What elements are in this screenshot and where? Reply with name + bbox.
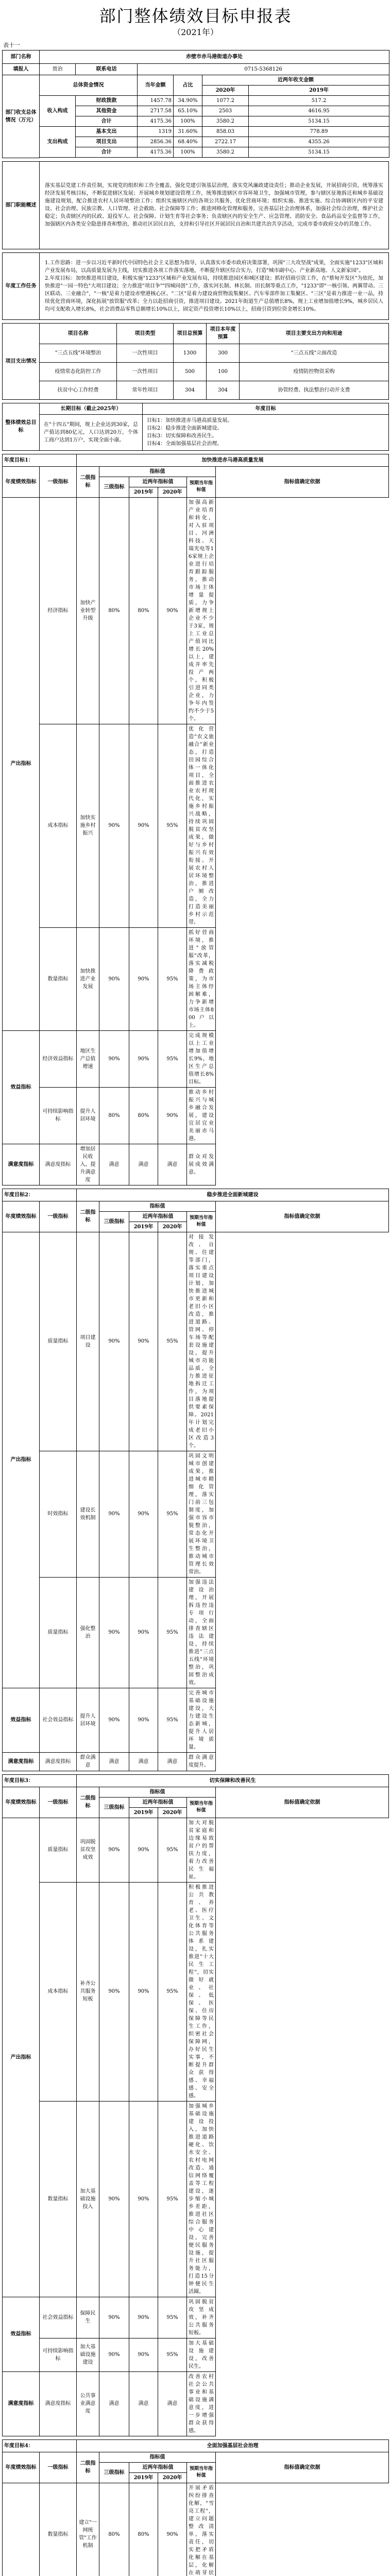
project-year: 100	[207, 362, 240, 381]
table-row	[3, 497, 389, 724]
table-row	[3, 2483, 389, 2576]
indicator-level3: 加快实施乡村振兴	[77, 724, 99, 927]
projects-h-use: 项目主要支出方向和用途	[240, 323, 389, 344]
indicator-level2: 质量指标	[40, 1232, 77, 1451]
doc-title: 部门整体绩效目标申报表	[0, 0, 391, 27]
funds-h-2020: 2020年	[202, 86, 249, 96]
income-2020: 1077.2	[202, 96, 249, 106]
value-2020: 90%	[129, 2297, 158, 2338]
goal-table	[2, 1189, 389, 1771]
goal-name: 全面加强基层社会治理	[77, 2439, 389, 2452]
income-cur: 4175.36	[138, 116, 174, 127]
goal-h-l2: 二级指标	[77, 1201, 99, 1232]
table-row	[3, 1232, 389, 1451]
value-2019: 满意	[99, 2371, 129, 2436]
indicator-level2: 经济效益指标	[40, 1030, 77, 1087]
expend-label: 支出构成	[40, 127, 76, 158]
project-type: 一次性项目	[117, 362, 174, 381]
project-total: 1300	[174, 344, 207, 362]
duty-text: 落实基层党建工作责任制，实现党的组织和工作全覆盖，强化党建引领基层治理，落实党风廉政建设责任；推动企业发展，开展招商引资，统筹落实经济发展考核目标，不断促进辖区发展；开展城乡规划建设管理工作，统筹推进辖区市容环境卫生，加强城市管理，参与辖区征地拆迁和城乡基础设施建设规划，配合推进农村人居环境整治工作；组织实施辖区内的各项公共服务，优化营商环境；组织实施、推进实施、综合协调辖区内的平安建设、社会治理、民族宗教、人口管理、社会救助、社会保障等工作；推进网格化管理和服务，完善基层社会治理体系，加强社会综合治理，维护社会稳定；负责辖区内的民政、退役军人、社会保障、计划生育等社会事务；负责辖区内的安全生产、应急管理、消防安全、食品药品安全监督等工作，加强辖区内各类安全隐患排查和整治，推动社区居民自治，支持和引导社区开展居民自治和共建共治共享活动，完成市委市政府交办的其他工作。	[40, 161, 389, 249]
value-current: 95%	[158, 1451, 187, 1577]
value-current: 95%	[158, 1577, 187, 1688]
dept-label: 部门名称	[3, 50, 40, 64]
indicator-level1: 产出指标	[3, 1818, 40, 2297]
value-2019: 90%	[99, 1818, 129, 1882]
projects-h-type: 项目类型	[117, 323, 174, 344]
expend-pct: 100%	[174, 147, 202, 158]
goal-h-indval: 指标值	[99, 1787, 216, 1797]
project-type: 一次性项目	[117, 344, 174, 362]
goal-side-label: 年度绩效指标	[3, 466, 40, 497]
value-current: 95%	[158, 2338, 187, 2371]
table-row	[3, 381, 389, 399]
projects-table	[2, 323, 389, 400]
indicator-basis: 对接发改、自规、住建等部门，落实重点项目建设计划，加快推进城市更新和老旧小区改造，推进道路、管网、停车场等配套设施建设，提升城市功能品质，全力推进征地拆迁工作，为项目落地提供要素保障。2021年计划完成老旧小区改造3个。	[187, 1232, 216, 1451]
value-2020: 90%	[129, 927, 158, 1030]
expend-cur: 4175.36	[138, 147, 174, 158]
value-current: 95%	[158, 1882, 187, 2101]
project-type: 常年性项目	[117, 381, 174, 399]
goal-h-recent: 近两年指标值	[129, 2462, 187, 2472]
expend-cur: 1319	[138, 127, 174, 137]
value-current: 95%	[158, 2297, 187, 2338]
indicator-level1	[3, 2483, 40, 2576]
value-2020: 90%	[129, 1577, 158, 1688]
income-cur: 1457.78	[138, 96, 174, 106]
indicator-level2: 社会效益指标	[40, 1688, 77, 1752]
project-name: 疫情常态化防控工作	[40, 362, 117, 381]
table-row	[3, 1752, 389, 1771]
goal-h-l3: 三级指标	[99, 1797, 129, 1818]
goal-h-recent: 近两年指标值	[129, 477, 187, 487]
goal-side-label: 年度绩效指标	[3, 1201, 40, 1232]
goal-table	[2, 2439, 389, 2576]
indicator-basis: 开展矛盾纠纷排查化解，"雪亮工程"，建立问题整改清单，落实责任，切实把矛盾化解在基层，化解在萌芽状	[187, 2483, 216, 2576]
value-2020: 90%	[129, 1030, 158, 1087]
value-2019: 90%	[99, 1577, 129, 1688]
dept-value: 赤壁市赤马港街道办事处	[40, 50, 389, 64]
projects-h-name: 项目名称	[40, 323, 117, 344]
value-2019: 90%	[99, 2101, 129, 2297]
indicator-basis: 完善城市基础设施建设，大力建设生态新城，提升人居环境质量。	[187, 1688, 216, 1752]
projects-label: 项目支出情况	[3, 323, 40, 399]
indicator-level2: 社会效益指标	[40, 2297, 77, 2338]
value-2019: 80%	[99, 497, 129, 724]
indicator-level2: 满意度指标	[40, 1144, 77, 1185]
indicator-level2: 质量指标	[40, 1577, 77, 1688]
indicator-level1: 满意度指标	[3, 2371, 40, 2436]
project-total: 500	[174, 362, 207, 381]
value-current: 90%	[158, 2483, 187, 2576]
projects-h-year: 项目本年度预算	[207, 323, 240, 344]
goal-h-2019: 2019年	[129, 1807, 158, 1818]
project-use: "三点五线"立面改造	[240, 344, 389, 362]
goal-table	[2, 1774, 389, 2436]
value-2019: 满意	[99, 1144, 129, 1185]
indicator-level3: 提升人居环境	[77, 1688, 99, 1752]
indicator-level3: 加快推进产业发展	[77, 927, 99, 1030]
goal-h-l2: 二级指标	[77, 1787, 99, 1818]
value-2019: 90%	[99, 1232, 129, 1451]
indicator-level2: 质量指标	[40, 1818, 77, 1882]
table-row	[3, 2101, 389, 2297]
indicator-level3: 公共事业满意度	[77, 2371, 99, 2436]
value-2019: 90%	[99, 1451, 129, 1577]
value-current: 95%	[158, 2101, 187, 2297]
value-current: 95%	[158, 724, 187, 927]
value-2019: 80%	[99, 1087, 129, 1144]
goal-h-recent: 近两年指标值	[129, 1797, 187, 1807]
goal-h-2020: 2020年	[158, 487, 187, 497]
project-year: 300	[207, 344, 240, 362]
indicator-level2: 满意度指标	[40, 1752, 77, 1771]
goal-h-indval: 指标值	[99, 1201, 216, 1211]
indicator-basis: 加强城乡基础设施建设投入，加快推进道路硬化、饮水安全、农村电网改造、通信网络覆盖等工程建设，逐步缩小城乡差距，推进社区综合服务中心建设，完善便民服务设施，提升社区服务能力，打造15分钟便民生活圈。	[187, 2101, 216, 2297]
indicator-level1: 产出指标	[3, 497, 40, 1030]
value-2020: 90%	[129, 1688, 158, 1752]
indicator-basis: 加大基础设施建设，改善民生。	[187, 2338, 216, 2371]
phone-label: 联系电话	[76, 64, 138, 75]
indicator-basis: 加强违法建设治理，开展拆违控违专项行动，全面排查辖区违法建设，持续推进"三点五线"环境整治，巩固整治成效。	[187, 1577, 216, 1688]
indicator-level1: 效益指标	[3, 1030, 40, 1144]
value-2019: 90%	[99, 2297, 129, 2338]
indicator-level3: 建立"一网统管"工作机制	[77, 2483, 99, 2576]
value-current: 90%	[158, 497, 187, 724]
value-current: 95%	[158, 927, 187, 1030]
project-use: 疫情防控物资采购	[240, 362, 389, 381]
table-row	[3, 1818, 389, 1882]
goal-h-basis: 指标值确定依据	[216, 1787, 389, 1818]
indicator-level2: 可持续影响指标	[40, 1087, 77, 1144]
funds-h-recent: 近两年收支金额	[202, 75, 389, 86]
table-row	[3, 1451, 389, 1577]
indicator-level3: 项目建设	[77, 1232, 99, 1451]
duty-label: 部门职能概述	[3, 161, 40, 249]
indicator-level3: 建设长效机制	[77, 1451, 99, 1577]
goal-label: 年度目标2：	[3, 1189, 77, 1201]
project-name: "三点五线"环境整治	[40, 344, 117, 362]
goal-h-recent: 近两年指标值	[129, 1211, 187, 1222]
goal-h-l3: 三级指标	[99, 2462, 129, 2483]
indicator-level3: 提升人居环境	[77, 1087, 99, 1144]
goal-h-2019: 2019年	[129, 2472, 158, 2483]
goal-name: 加快推进赤马港高质量发展	[77, 454, 389, 466]
goal-h-2020: 2020年	[158, 1807, 187, 1818]
projects-h-total: 项目总预算	[174, 323, 207, 344]
funds-h-total: 总体资金情况	[40, 75, 138, 96]
value-2019: 80%	[99, 2483, 129, 2576]
funds-h-2019: 2019年	[249, 86, 389, 96]
goal-h-2019: 2019年	[129, 1222, 158, 1232]
value-2019: 90%	[99, 1882, 129, 2101]
value-current: 95%	[158, 1688, 187, 1752]
indicator-level1: 满意度指标	[3, 1144, 40, 1185]
indicator-level3: 保障民生	[77, 2297, 99, 2338]
income-pct: 65.10%	[174, 106, 202, 116]
indicator-basis: 巩固脱贫攻坚成效，补齐公共服务短板。	[187, 2297, 216, 2338]
expend-2020: 858.03	[202, 127, 249, 137]
overall-h-long: 长期目标（截止2025年）	[40, 403, 143, 414]
indicator-basis: 加强高新产业培育和转化，对入驻项目、河洲科技、天瑞光电等16家规上企业进行培育跟踪服务，推动市场主体增量提质，力争新增规上企业不少于3家，规上工业总产值同比增长20%以上，建成并率先投产两个，积极引进同类企业，力争年内签约不少于5个。	[187, 497, 216, 724]
goal-table	[2, 454, 389, 1185]
duty-table	[2, 161, 389, 249]
income-2019: 4616.95	[249, 106, 389, 116]
expend-pct: 31.60%	[174, 127, 202, 137]
expend-2020: 2722.17	[202, 137, 249, 147]
goal-name: 切实保障和改善民生	[77, 1774, 389, 1787]
value-2020: 90%	[129, 724, 158, 927]
indicator-level2: 可持续影响指标	[40, 2338, 77, 2371]
expend-name: 基本支出	[76, 127, 138, 137]
annual-text-1: 1.工作思路：进一步以习近平新时代中国特色社会主义思想为指导，认真落实市委市政府决策部署，巩围"三大攻坚战"成果，全面实施"1233"区域和产业发展布局，以高质量发展为主线，切实推进各项工作落实落地，不断提升辖区综合实力，打造"城市副中心、产业新高地、人文新家园"。	[45, 259, 383, 275]
value-2020: 90%	[129, 2101, 158, 2297]
value-2019: 90%	[99, 927, 129, 1030]
income-name: 合计	[76, 116, 138, 127]
indicator-level3: 补齐公共服务短板	[77, 1882, 99, 2101]
indicator-basis: 优化营造"农文旅融合"新业态，打造田园综合体一体化项目，全面推进农业农村现代化，实施乡村振兴战略，持续巩固脱贫攻坚成果，做好与乡村振兴有效衔接。开展农村人居环境整治，推进户厕改造，全力打造美丽乡村示范带。	[187, 724, 216, 927]
goal-h-cur: 预期当年指标值	[187, 2462, 216, 2483]
value-2020: 满意	[129, 1144, 158, 1185]
value-2019: 90%	[99, 2338, 129, 2371]
indicator-level2: 数量指标	[40, 2101, 77, 2297]
table-row	[3, 1030, 389, 1087]
indicator-basis: 积极推进公共教育、养老、医疗卫生、文化体育等公共服务体系建设，扎实推进"十大民生工程"，切实做好就业、社保、低保、医保、住房保障等民生工作，织密社会保障网，办好民生实事，不断提升群众获得感、幸福感、安全感。	[187, 1882, 216, 2101]
indicator-basis: 加大对脱贫家庭和边缘易致贫户的帮扶力度，着力改善民生福祉。	[187, 1818, 216, 1882]
income-2019: 517.2	[249, 96, 389, 106]
value-2020: 80%	[129, 497, 158, 724]
table-row	[3, 927, 389, 1030]
indicator-basis: 推动乡村振兴与城乡融合发展，建设宜居宜业美丽赤马港。	[187, 1087, 216, 1144]
goal-side-label: 年度绩效指标	[3, 1787, 40, 1818]
goal-h-cur: 预期当年指标值	[187, 1797, 216, 1818]
annual-label: 年度工作任务	[3, 252, 40, 319]
table-row	[3, 344, 389, 362]
goal-label: 年度目标4：	[3, 2439, 77, 2452]
goal-label: 年度目标1：	[3, 454, 77, 466]
indicator-level1: 产出指标	[3, 1232, 40, 1688]
table-row	[3, 1882, 389, 2101]
indicator-level2: 经济指标	[40, 497, 77, 724]
filler-value: 贾治	[40, 64, 76, 75]
indicator-level3: 加大基础设施建设	[77, 2338, 99, 2371]
value-current: 满意	[158, 1144, 187, 1185]
value-current: 满意	[158, 2371, 187, 2436]
indicator-basis: 改善农村社会公共事业和基础设施满意度，进一步增强群众获得感。	[187, 2371, 216, 2436]
table-row	[3, 2297, 389, 2338]
expend-pct: 68.40%	[174, 137, 202, 147]
expend-2019: 5134.15	[249, 147, 389, 158]
goal-h-basis: 指标值确定依据	[216, 1201, 389, 1232]
indicator-level2: 数量指标	[40, 927, 77, 1030]
indicator-level3: 增加居民收入，提升满意度	[77, 1144, 99, 1185]
indicator-basis: 群众对发展成效满意。	[187, 1144, 216, 1185]
indicator-level2: 数量指标	[40, 2483, 77, 2576]
indicator-level2: 成本指标	[40, 724, 77, 927]
income-2019: 5134.15	[249, 116, 389, 127]
indicator-level3: 强化整治	[77, 1577, 99, 1688]
goal-h-l1: 一级指标	[40, 1787, 77, 1818]
doc-year: （2021年）	[0, 26, 391, 38]
project-year: 304	[207, 381, 240, 399]
indicator-basis: 巩固文明城市创建成果，推进城市精细化管理，落实门前三包制度，加强市容市貌整治，常态化开展环境卫生整治，推动城市管理长效常治。	[187, 1451, 216, 1577]
income-pct: 100%	[174, 116, 202, 127]
funds-table	[2, 50, 389, 158]
value-2020: 80%	[129, 1087, 158, 1144]
indicator-basis: 群众满意度提升。	[187, 1752, 216, 1771]
goal-h-l1: 一级指标	[40, 2452, 77, 2483]
table-row	[3, 2338, 389, 2371]
goals-section	[0, 454, 391, 2576]
income-name: 财政拨款	[76, 96, 138, 106]
project-total: 304	[174, 381, 207, 399]
income-pct: 34.90%	[174, 96, 202, 106]
value-2019: 90%	[99, 724, 129, 927]
indicator-level3: 巩固脱贫攻坚成效	[77, 1818, 99, 1882]
indicator-level1: 满意度指标	[3, 1752, 40, 1771]
goal-h-basis: 指标值确定依据	[216, 466, 389, 497]
goal-h-l1: 一级指标	[40, 466, 77, 497]
income-name: 其他资金	[76, 106, 138, 116]
goal-h-l3: 三级指标	[99, 1211, 129, 1232]
goal-h-2020: 2020年	[158, 1222, 187, 1232]
table-row	[3, 2371, 389, 2436]
goal-h-basis: 指标值确定依据	[216, 2452, 389, 2483]
indicator-basis: 抓好营商环境，推进"放管服"改革，落实减税降费政策，为市场主体纾困解难，力争新增市场主体800户以上。	[187, 927, 216, 1030]
overall-label: 整体绩效总目标	[3, 403, 40, 450]
table-number: 表十一	[0, 41, 391, 50]
value-2020: 满意	[129, 2371, 158, 2436]
value-2019: 满意	[99, 1752, 129, 1771]
value-2020: 90%	[129, 1232, 158, 1451]
overall-h-year: 年度目标	[143, 403, 389, 414]
indicator-level3: 加大基础设施投入	[77, 2101, 99, 2297]
indicator-level3: 地区生产总值增速	[77, 1030, 99, 1087]
goal-h-indval: 指标值	[99, 2452, 216, 2462]
value-current: 95%	[158, 1818, 187, 1882]
value-2020: 90%	[129, 1818, 158, 1882]
indicator-level2: 满意度指标	[40, 2371, 77, 2436]
indicator-level2: 时效指标	[40, 1451, 77, 1577]
annual-text-2: 2.年度目标：加快推进项目建设，积极实施"1233"区域和产业发展布局，持续推进园区和城区建设；抓好招商引资工作，在"蔡甸开发区"为依托，加快推进"一园一特色"大项目建设；全力推进"项目争""四城同创"工作，落实河长制、林长制、田长制等重点工作，"1233"即"一核引领、两翼带动、三区联动、三业融合"，"一核"是着力建设赤壁港核心区、"二区"是着力建设商贸物流集聚区、汽车零部件加工集聚区、"三区"是着力推进一业一品，持续优化营商环境，深化拓展"放管服"改革；全力以赴招商引资，推进项目建设。2021年街道生产总值增长8%，规上工业增加值增长9%，城乡居民人均可支配收入增长8%，社会消费品零售总额增长10%以上，固定资产投资增长10%以上，招商引资到位资金增长10%。	[45, 275, 383, 313]
table-row	[3, 1144, 389, 1185]
goal-h-l1: 一级指标	[40, 1201, 77, 1232]
annual-table	[2, 252, 389, 320]
goal-h-l2: 二级指标	[77, 466, 99, 497]
value-2020: 满意	[129, 1752, 158, 1771]
table-row	[3, 1577, 389, 1688]
indicator-level1: 效益指标	[3, 1688, 40, 1752]
goal-name: 稳步推进全面新城建设	[77, 1189, 389, 1201]
income-label: 收入构成	[40, 96, 76, 127]
project-use: 协管经费、执法整治行动开支费	[240, 381, 389, 399]
goal-h-l3: 三级指标	[99, 477, 129, 497]
indicator-level2: 成本指标	[40, 1882, 77, 2101]
expend-name: 项目支出	[76, 137, 138, 147]
value-current: 满意	[158, 1752, 187, 1771]
project-name: 扶贫中心工作经费	[40, 381, 117, 399]
goal-h-cur: 预期当年指标值	[187, 477, 216, 497]
value-current: 95%	[158, 1030, 187, 1087]
expend-2019: 4355.26	[249, 137, 389, 147]
value-2020: 90%	[129, 2338, 158, 2371]
overall-table	[2, 403, 389, 451]
indicator-basis: 完成规模以上工业增加值增长9%，地区生产总值增长8%目标。	[187, 1030, 216, 1087]
table-row	[3, 724, 389, 927]
value-2019: 90%	[99, 1030, 129, 1087]
expend-name: 合计	[76, 147, 138, 158]
goal-h-indval: 指标值	[99, 466, 216, 477]
table-row	[3, 1087, 389, 1144]
goal-h-cur: 预期当年指标值	[187, 1211, 216, 1232]
value-2020: 90%	[129, 1882, 158, 2101]
value-2020: 90%	[129, 1451, 158, 1577]
income-cur: 2717.58	[138, 106, 174, 116]
value-2019: 90%	[99, 1688, 129, 1752]
indicator-level3: 加快产业转型升级	[77, 497, 99, 724]
funds-side-label: 部门收支总体情况（万元）	[3, 75, 40, 158]
overall-year: 目标1：加快推进赤马港高质量发展。 目标2：稳步推进全面新城建设。 目标3：切实保障和改善民生。 目标4：全面加强基层社会治理。	[143, 414, 389, 450]
goal-h-l2: 二级指标	[77, 2452, 99, 2483]
goal-side-label: 年度绩效指标	[3, 2452, 40, 2483]
filler-label: 填报人	[3, 64, 40, 75]
funds-h-pct: 占比	[174, 75, 202, 96]
phone-value: 0715-5368126	[138, 64, 389, 75]
expend-cur: 2856.36	[138, 137, 174, 147]
value-current: 95%	[158, 1232, 187, 1451]
table-row	[3, 1688, 389, 1752]
goal-h-2020: 2020年	[158, 2472, 187, 2483]
indicator-level1: 效益指标	[3, 2297, 40, 2371]
expend-2020: 3580.2	[202, 147, 249, 158]
income-2020: 2503	[202, 106, 249, 116]
table-row	[3, 362, 389, 381]
overall-long: 在"十四五"期间，规上企业达到30家，总产值达到80亿元，人口达到20万，个体工商户达到1万户，实现全面小康。	[40, 414, 143, 450]
funds-h-cur: 当年金额	[138, 75, 174, 96]
value-2020: 80%	[129, 2483, 158, 2576]
income-2020: 3580.2	[202, 116, 249, 127]
goal-h-2019: 2019年	[129, 487, 158, 497]
indicator-level3: 群众满意	[77, 1752, 99, 1771]
goal-label: 年度目标3：	[3, 1774, 77, 1787]
expend-2019: 778.89	[249, 127, 389, 137]
value-current: 90%	[158, 1087, 187, 1144]
